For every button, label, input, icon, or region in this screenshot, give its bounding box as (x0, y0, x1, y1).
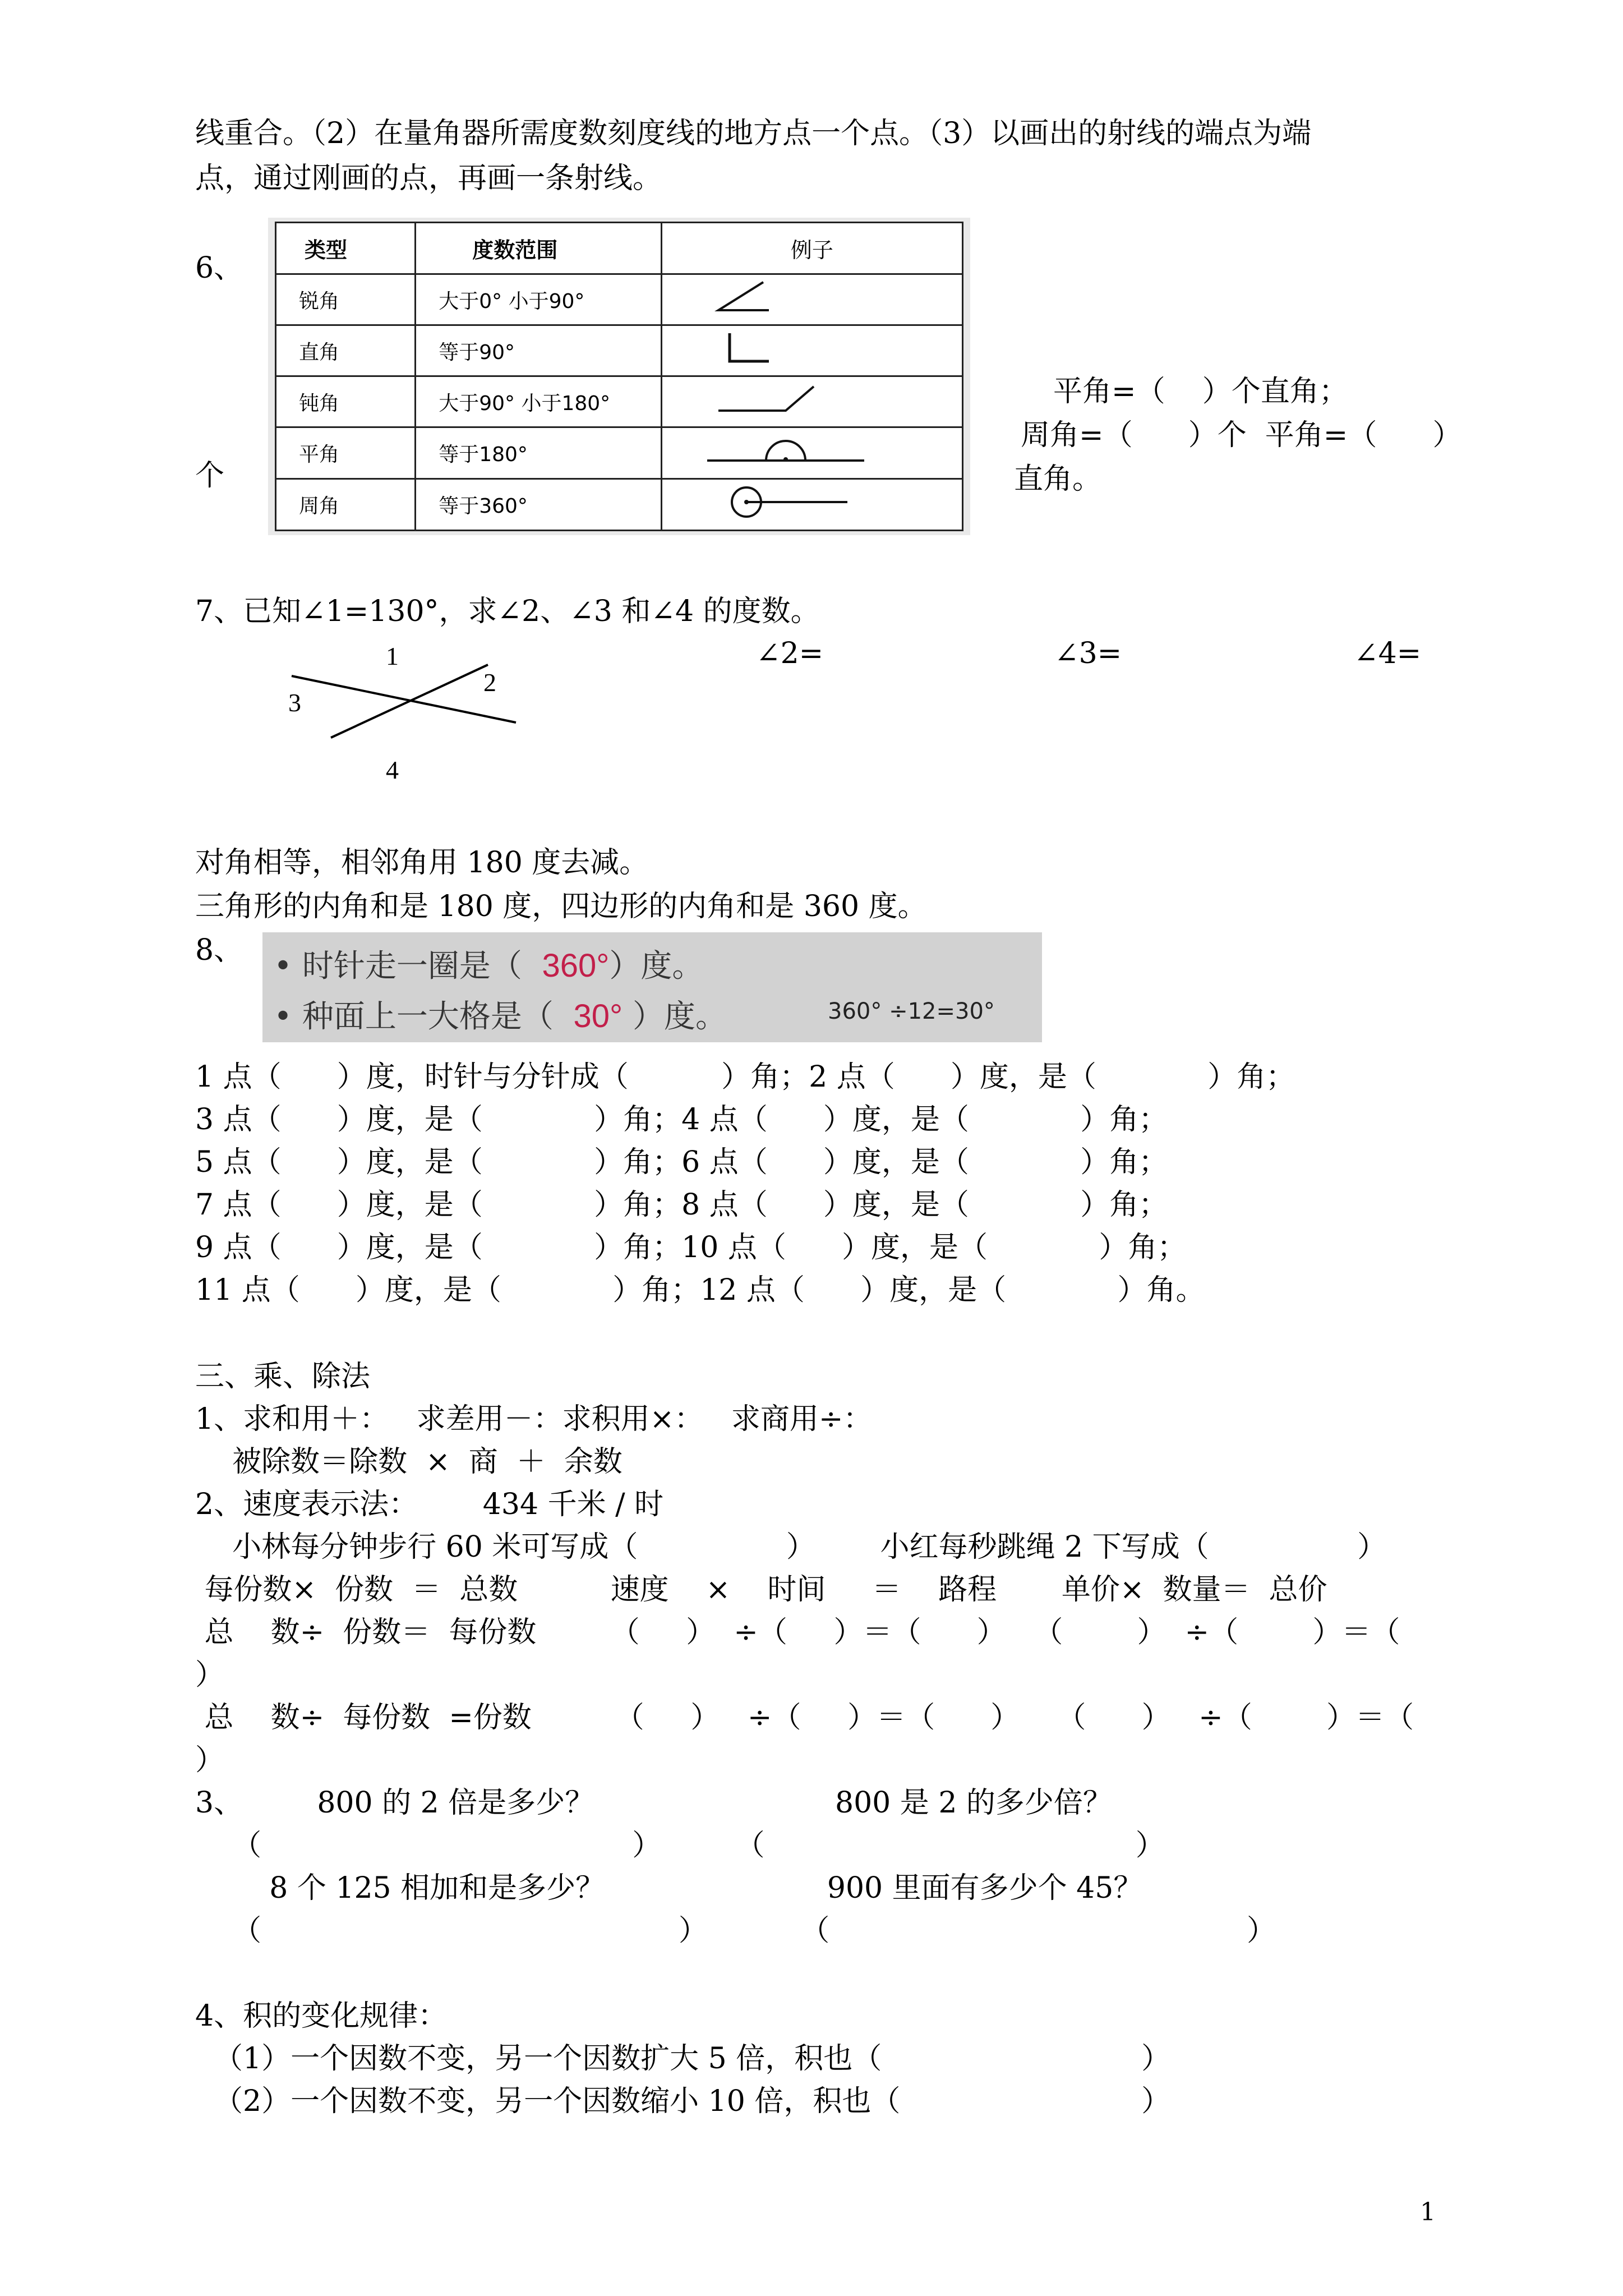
angle-label-1: 1 (386, 642, 399, 670)
clock-line-6: 11 点（ ）度，是（ ）角；12 点（ ）度，是（ ）角。 (195, 1273, 1205, 1307)
s3-line-2: 被除数＝除数 × 商 ＋ 余数 (195, 1445, 623, 1479)
s3-line-1: 1、求和用＋： 求差用－：求积用×： 求商用÷： (195, 1402, 873, 1436)
header-example: 例子 (661, 223, 962, 274)
clock-line-2: 3 点（ ）度，是（ ）角；4 点（ ）度，是（ ）角； (195, 1103, 1168, 1137)
row-range: 大于90° 小于180° (416, 376, 662, 427)
s3-line-12: 8 个 125 相加和是多少？ 900 里面有多少个 45？ (195, 1871, 1143, 1905)
q6-right-line-3: 直角。 (1014, 462, 1102, 496)
table-row (276, 479, 963, 531)
acute-angle-icon (661, 274, 962, 325)
row-range: 等于90° (416, 325, 662, 376)
row-type: 平角 (276, 427, 416, 479)
angle-label-2: 2 (483, 668, 496, 697)
hint-value-30: 30° (573, 998, 623, 1034)
q6-right-line-2: 周角=（ ）个 平角=（ ） (1021, 418, 1462, 452)
hint-value-360: 360° (542, 947, 610, 984)
header-range: 度数范围 (416, 223, 662, 274)
s3-line-16: （2）一个因数不变，另一个因数缩小 10 倍，积也（ ） (195, 2085, 1171, 2118)
row-type: 直角 (276, 325, 416, 376)
table-row (276, 325, 963, 376)
s3-line-14: 4、积的变化规律： (195, 1999, 448, 2033)
s3-line-5: 每份数× 份数 ＝ 总数 速度 × 时间 ＝ 路程 单价× 数量＝ 总价 (195, 1573, 1327, 1607)
right-angle-icon (661, 325, 962, 376)
intro-line-1: 线重合。（2）在量角器所需度数刻度线的地方点一个点。（3）以画出的射线的端点为端 (195, 117, 1312, 150)
row-type: 钝角 (276, 376, 416, 427)
page-number: 1 (1420, 2198, 1436, 2226)
table-header-row (276, 223, 963, 274)
section-3-title: 三、乘、除法 (195, 1360, 371, 1393)
q7-answer-2: ∠2= (756, 637, 824, 670)
row-range: 大于0° 小于90° (416, 274, 662, 325)
angle-types-table (275, 222, 963, 531)
q7-answer-3: ∠3= (1054, 637, 1122, 670)
q7-question: 7、已知∠1=130°，求∠2、∠3 和∠4 的度数。 (195, 595, 820, 628)
hint-calculation: 360° ÷12=30° (828, 999, 995, 1024)
intro-line-2: 点，通过刚画的点，再画一条射线。 (195, 162, 662, 195)
clock-line-4: 7 点（ ）度，是（ ）角；8 点（ ）度，是（ ）角； (195, 1188, 1168, 1222)
s3-line-10: 3、 800 的 2 倍是多少？ 800 是 2 的多少倍？ (195, 1786, 1112, 1820)
clock-line-5: 9 点（ ）度，是（ ）角；10 点（ ）度，是（ ）角； (195, 1231, 1187, 1264)
s3-line-15: （1）一个因数不变，另一个因数扩大 5 倍，积也（ ） (195, 2042, 1171, 2076)
angle-label-4: 4 (386, 756, 399, 784)
clock-hint-box (262, 932, 1042, 1042)
hint-line-2: • 种面上一大格是（ 30° ）度。 (274, 998, 727, 1035)
q7-answer-4: ∠4= (1354, 637, 1422, 670)
table-row (276, 376, 963, 427)
q6-number: 6、 (195, 251, 243, 285)
row-range: 等于360° (416, 479, 662, 531)
row-type: 周角 (276, 479, 416, 531)
full-angle-icon (661, 479, 962, 531)
s3-line-9: ） (195, 1743, 225, 1777)
s3-line-6: 总 数÷ 份数＝ 每份数 （ ） ÷（ ）＝（ ） （ ） ÷（ ）＝（ (195, 1616, 1400, 1649)
table-row (276, 274, 963, 325)
q8-number: 8、 (195, 933, 243, 967)
s3-line-3: 2、速度表示法： 434 千米 / 时 (195, 1488, 664, 1521)
s3-line-13: （ ） （ ） (195, 1914, 1276, 1948)
hint-line-1: • 时针走一圈是（ 360°）度。 (274, 947, 704, 984)
s3-line-11: （ ） （ ） (195, 1829, 1165, 1862)
header-type: 类型 (276, 223, 416, 274)
note-opposite-angles: 对角相等，相邻角用 180 度去减。 (195, 846, 649, 880)
obtuse-angle-icon (661, 376, 962, 427)
q6-right-line-1: 平角=（ ）个直角； (1053, 375, 1348, 408)
clock-line-3: 5 点（ ）度，是（ ）角；6 点（ ）度，是（ ）角； (195, 1145, 1168, 1179)
row-type: 锐角 (276, 274, 416, 325)
q6-ge: 个 (195, 459, 225, 493)
s3-line-4: 小林每分钟步行 60 米可写成（ ） 小红每秒跳绳 2 下写成（ ） (195, 1530, 1387, 1564)
table-row (276, 427, 963, 479)
note-angle-sums: 三角形的内角和是 180 度，四边形的内角和是 360 度。 (195, 890, 927, 923)
s3-line-8: 总 数÷ 每份数 =份数 （ ） ÷（ ）＝（ ） （ ） ÷（ ）＝（ (195, 1701, 1414, 1734)
angle-label-3: 3 (288, 688, 301, 717)
row-range: 等于180° (416, 427, 662, 479)
straight-angle-icon (661, 427, 962, 479)
intersecting-lines-diagram (280, 639, 527, 791)
s3-line-7: ） (195, 1658, 225, 1692)
clock-line-1: 1 点（ ）度，时针与分针成（ ）角；2 点（ ）度，是（ ）角； (195, 1060, 1295, 1094)
